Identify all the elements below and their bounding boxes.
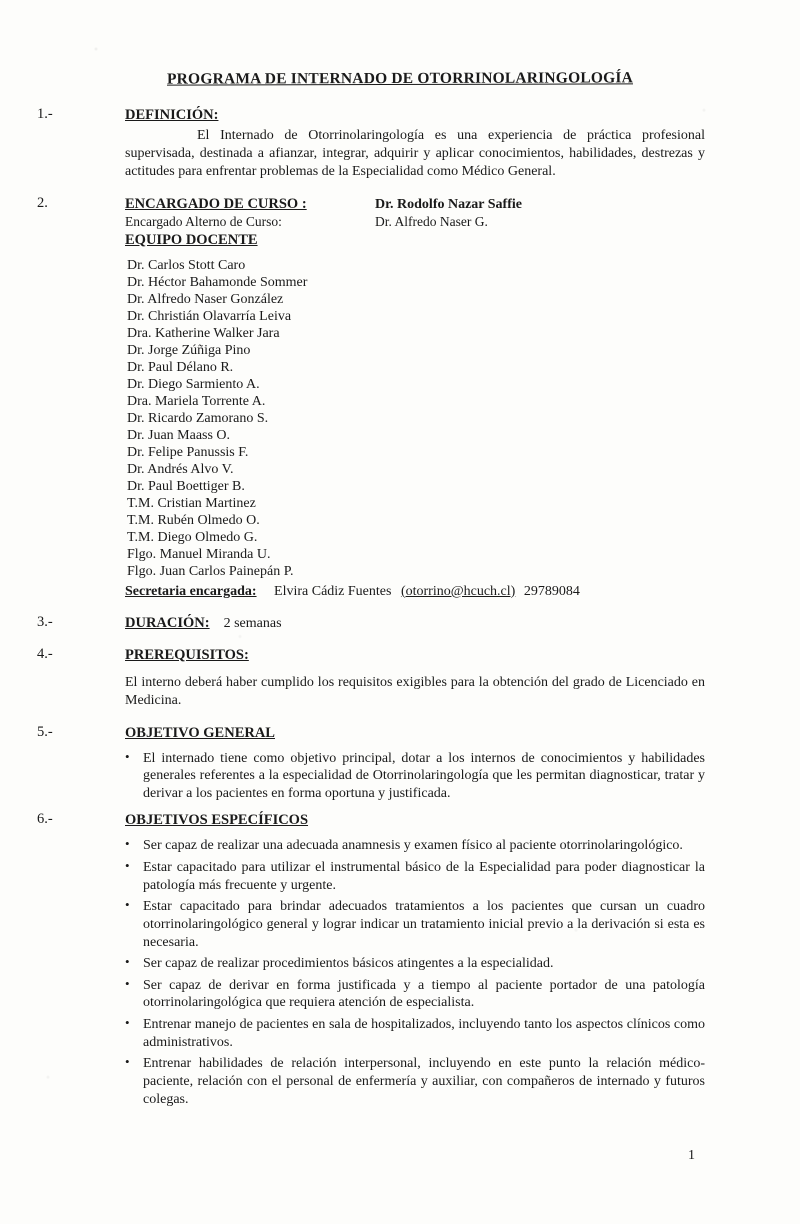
list-item: Flgo. Manuel Miranda U.: [127, 546, 271, 562]
encargado-principal: Dr. Rodolfo Nazar Saffie: [375, 196, 522, 212]
objetivo-general-list: [95, 750, 705, 803]
list-item: • El internado tiene como objetivo principal, dotar a los internos de conocimientos y habilidades generales referentes a la especialidad de Otorrinolaringología que les permitan diagnosticar, tratar y derivar a los pacientes en forma oportuna y justificada.: [125, 750, 705, 803]
list-item: T.M. Diego Olmedo G.: [127, 529, 258, 545]
objetivos-especificos-list: [95, 837, 705, 1108]
prerequisitos-heading: PREREQUISITOS:: [125, 646, 249, 663]
equipo-docente-list: [125, 257, 705, 580]
list-item: Dr. Jorge Zúñiga Pino: [127, 342, 251, 358]
section-objetivo-general: [37, 723, 705, 803]
section-number: 6.-: [37, 811, 53, 828]
list-item: Dr. Alfredo Naser González: [127, 291, 284, 307]
list-item: Dr. Diego Sarmiento A.: [127, 376, 260, 392]
encargado-alterno-label: Encargado Alterno de Curso:: [125, 213, 282, 229]
objetivo-general-heading: OBJETIVO GENERAL: [125, 724, 275, 741]
section-number: 4.-: [37, 645, 53, 662]
list-item: Dr. Carlos Stott Caro: [127, 257, 246, 273]
list-item: • Ser capaz de realizar una adecuada anamnesis y examen físico al paciente otorrinolaringológico.: [125, 837, 705, 855]
list-item: Dr. Paul Boettiger B.: [127, 478, 245, 494]
section-number: 1.-: [37, 106, 53, 122]
list-item: Dr. Héctor Bahamonde Sommer: [127, 274, 308, 290]
prerequisitos-paragraph: El interno deberá haber cumplido los requisitos exigibles para la obtención del grado de Licenciado en Medicina.: [125, 674, 705, 708]
list-item: T.M. Cristian Martinez: [127, 495, 256, 511]
section-number: 5.-: [37, 723, 53, 740]
list-item: Dr. Andrés Alvo V.: [127, 461, 234, 477]
section-objetivos-especificos: [37, 811, 705, 1108]
secretaria-email[interactable]: (otorrino@hcuch.cl): [400, 583, 516, 599]
section-number: 2.: [37, 194, 48, 211]
list-item: Dr. Paul Délano R.: [127, 359, 234, 375]
list-item: • Estar capacitado para brindar adecuados tratamientos a los pacientes que cursan un cuadro otorrinolaringológico general y lograr indicar un tratamiento inicial previo a la derivación si esta es necesaria.: [125, 898, 705, 951]
definicion-paragraph: El Internado de Otorrinolaringología es una experiencia de práctica profesional supervisada, destinada a afianzar, integrar, adquirir y aplicar conocimientos, habilidades, destrezas y actitudes para enfrentar problemas de la Especialidad como Médico General.: [125, 128, 705, 179]
section-encargado: [37, 194, 705, 600]
list-item: Dr. Juan Maass O.: [127, 427, 231, 443]
list-item: Dr. Ricardo Zamorano S.: [127, 410, 269, 426]
list-item: Flgo. Juan Carlos Painepán P.: [127, 563, 294, 579]
section-heading: DEFINICIÓN:: [125, 107, 219, 123]
duracion-heading: DURACIÓN:: [125, 614, 210, 631]
section-prerequisitos: [37, 645, 705, 710]
page-number: 1: [688, 1148, 695, 1163]
secretaria-telefono: 29789084: [523, 583, 580, 599]
list-item: • Ser capaz de derivar en forma justificada y a tiempo al paciente portador de una patología otorrinolaringológica que requiera atención de especialista.: [125, 977, 705, 1012]
encargado-alterno-nombre: Dr. Alfredo Naser G.: [375, 213, 488, 229]
list-item: T.M. Rubén Olmedo O.: [127, 512, 260, 528]
list-item: Dr. Felipe Panussis F.: [127, 444, 249, 460]
list-item: Dra. Mariela Torrente A.: [127, 393, 266, 409]
secretaria-label: Secretaria encargada:: [125, 583, 257, 599]
section-definicion: [37, 106, 705, 181]
list-item: Dr. Christián Olavarría Leiva: [127, 308, 292, 324]
list-item: Dra. Katherine Walker Jara: [127, 325, 280, 341]
section-duracion: [37, 613, 705, 632]
list-item: • Entrenar manejo de pacientes en sala de hospitalizados, incluyendo tanto los aspectos clínicos como administrativos.: [125, 1016, 705, 1051]
list-item: • Ser capaz de realizar procedimientos básicos atingentes a la especialidad.: [125, 955, 705, 973]
list-item: • Estar capacitado para utilizar el instrumental básico de la Especialidad para poder diagnosticar la patología más frecuente y urgente.: [125, 859, 705, 894]
equipo-docente-heading: EQUIPO DOCENTE: [125, 231, 258, 248]
secretaria-nombre: Elvira Cádiz Fuentes: [274, 583, 392, 599]
duracion-value: 2 semanas: [223, 615, 282, 631]
list-item: • Entrenar habilidades de relación interpersonal, incluyendo en este punto la relación médico-paciente, relación con el personal de enfermería y auxiliar, con compañeros de internado y futuros colegas.: [125, 1055, 705, 1108]
secretaria-row: [125, 584, 705, 600]
section-number: 3.-: [37, 613, 53, 630]
page-title: PROGRAMA DE INTERNADO DE OTORRINOLARINGOLOGÍA: [166, 69, 634, 88]
encargado-heading: ENCARGADO DE CURSO :: [125, 195, 307, 212]
objetivos-especificos-heading: OBJETIVOS ESPECÍFICOS: [125, 812, 309, 829]
